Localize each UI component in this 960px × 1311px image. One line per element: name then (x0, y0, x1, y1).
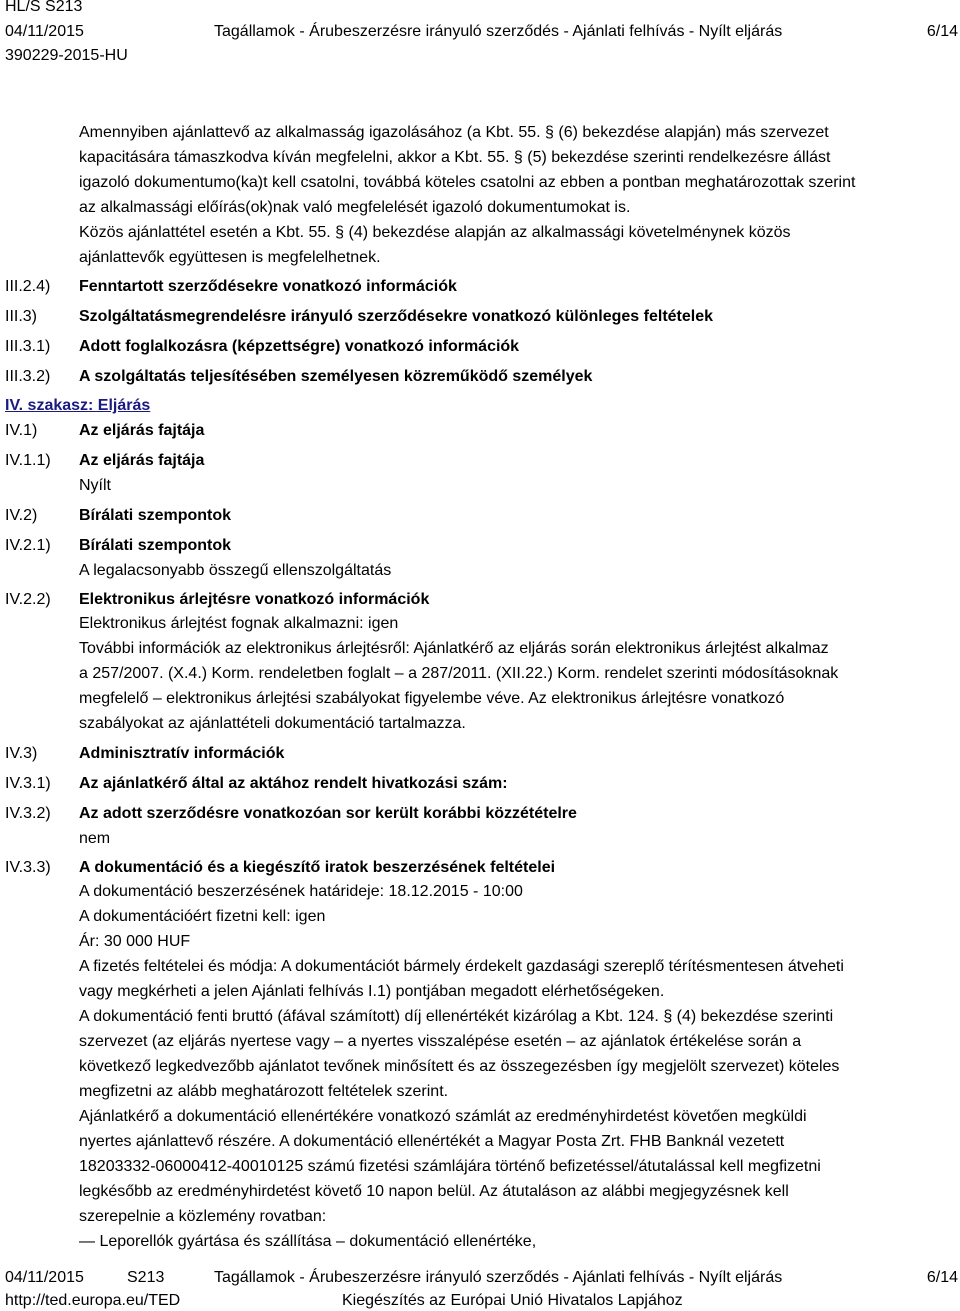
section-number: IV.1.1) (5, 452, 51, 469)
section-value: A legalacsonyabb összegű ellenszolgáltatás (79, 562, 392, 579)
body-line: vagy megkérheti a jelen Ajánlati felhívás I.1) pontjában megadott elérhetőségeken. (79, 983, 665, 1000)
body-line: 18203332-06000412-40010125 számú fizetési számlájára történő befizetéssel/átutalással kell megfizetni (79, 1158, 821, 1175)
body-line: A dokumentációért fizetni kell: igen (79, 908, 326, 925)
header-title: Tagállamok - Árubeszerzésre irányuló szerződés - Ajánlati felhívás - Nyílt eljárás (214, 23, 783, 40)
section-number: III.3) (5, 308, 38, 325)
section-number: IV.3.3) (5, 859, 51, 876)
header-page-number: 6/14 (926, 23, 958, 40)
intro-line: Közös ajánlattétel esetén a Kbt. 55. § (4) bekezdése alapján az alkalmassági követelménynek közös (79, 224, 791, 241)
section-value: Nyílt (79, 477, 111, 494)
intro-line: az alkalmassági előírás(ok)nak való megfelelését igazoló dokumentumokat is. (79, 199, 631, 216)
body-line: A dokumentáció beszerzésének határideje: 18.12.2015 - 10:00 (79, 883, 523, 900)
body-line: megfizetni az alább meghatározott feltételek szerint. (79, 1083, 449, 1100)
section-number: IV.3.2) (5, 805, 51, 822)
section-number: IV.3.1) (5, 775, 51, 792)
intro-line: ajánlattevők együttesen is megfelelhetnek. (79, 249, 381, 266)
section-number: III.2.4) (5, 278, 51, 295)
section-title: A szolgáltatás teljesítésében személyesen közreműködő személyek (79, 368, 593, 385)
body-line: Ár: 30 000 HUF (79, 933, 191, 950)
intro-line: kapacitására támaszkodva kíván megfelelni, akkor a Kbt. 55. § (5) bekezdése szerinti rendelkezésre állást (79, 149, 831, 166)
body-line: szabályokat az ajánlattételi dokumentáció tartalmazza. (79, 715, 466, 732)
footer-url[interactable]: http://ted.europa.eu/TED (5, 1292, 181, 1309)
body-line: szerepelnie a közlemény rovatban: (79, 1208, 327, 1225)
body-line: További információk az elektronikus árlejtésről: Ajánlatkérő az eljárás során elektronikus árlejtést alkalmaz (79, 640, 829, 657)
section-title: Elektronikus árlejtésre vonatkozó információk (79, 591, 430, 608)
section-title: Az eljárás fajtája (79, 452, 205, 469)
section-number: IV.1) (5, 422, 38, 439)
section-title: Bírálati szempontok (79, 537, 232, 554)
header-date: 04/11/2015 (5, 23, 84, 40)
intro-line: Amennyiben ajánlattevő az alkalmasság igazolásához (a Kbt. 55. § (6) bekezdése alapján) más szervezet (79, 124, 829, 141)
body-line: Ajánlatkérő a dokumentáció ellenértékére vonatkozó számlát az eredményhirdetést követően megküldi (79, 1108, 807, 1125)
header-code: HL/S S213 (5, 0, 83, 15)
section-number: III.3.2) (5, 368, 51, 385)
body-line: Elektronikus árlejtést fognak alkalmazni: igen (79, 615, 399, 632)
section-title: Az eljárás fajtája (79, 422, 205, 439)
footer-title: Tagállamok - Árubeszerzésre irányuló szerződés - Ajánlati felhívás - Nyílt eljárás (214, 1269, 783, 1286)
section-title: Az adott szerződésre vonatkozóan sor került korábbi közzétételre (79, 805, 577, 822)
body-line: nyertes ajánlattevő részére. A dokumentáció ellenértékét a Magyar Posta Zrt. FHB Banknál vezetett (79, 1133, 785, 1150)
section-number: IV.3) (5, 745, 38, 762)
body-line: A fizetés feltételei és módja: A dokumentációt bármely érdekelt gazdasági szereplő térítésmentesen átveheti (79, 958, 844, 975)
part-heading: IV. szakasz: Eljárás (5, 397, 151, 414)
intro-line: igazoló dokumentumo(ka)t kell csatolni, továbbá köteles csatolni az ebben a pontban meghatározottak szerint (79, 174, 856, 191)
section-title: A dokumentáció és a kiegészítő iratok beszerzésének feltételei (79, 859, 556, 876)
section-title: Az ajánlatkérő által az aktához rendelt hivatkozási szám: (79, 775, 508, 792)
footer-code: S213 (127, 1269, 165, 1286)
body-line: következő legkedvezőbb ajánlatot tevőnek minősített és az összegezésben így megjelölt szervezet) köteles (79, 1058, 840, 1075)
footer-subtitle: Kiegészítés az Európai Unió Hivatalos Lapjához (342, 1292, 683, 1309)
body-line: — Leporellók gyártása és szállítása – dokumentáció ellenértéke, (79, 1233, 537, 1250)
section-body (79, 611, 949, 736)
page-footer (5, 1262, 958, 1311)
body-line: A dokumentáció fenti bruttó (áfával számított) díj ellenértékét kizárólag a Kbt. 124. § (4) bekezdése szerinti (79, 1008, 834, 1025)
section-body (79, 879, 949, 1254)
header-reference: 390229-2015-HU (5, 47, 128, 64)
footer-date: 04/11/2015 (5, 1269, 84, 1286)
body-line: megfelelő – elektronikus árlejtési szabályokat figyelembe véve. Az elektronikus árlejtésre vonatkozó (79, 690, 785, 707)
body-line: legkésőbb az eredményhirdetést követő 10 napon belül. Az átutaláson az alábbi megjegyzésnek kell (79, 1183, 789, 1200)
section-value: nem (79, 830, 111, 847)
section-title: Adott foglalkozásra (képzettségre) vonatkozó információk (79, 338, 520, 355)
section-title: Adminisztratív információk (79, 745, 285, 762)
body-line: a 257/2007. (X.4.) Korm. rendeletben foglalt – a 287/2011. (XII.22.) Korm. rendelet szerinti módosításoknak (79, 665, 839, 682)
section-number: IV.2.2) (5, 591, 51, 608)
section-number: IV.2.1) (5, 537, 51, 554)
section-number: III.3.1) (5, 338, 51, 355)
intro-paragraph (79, 120, 949, 270)
section-title: Bírálati szempontok (79, 507, 232, 524)
footer-page-number: 6/14 (926, 1269, 958, 1286)
body-line: szervezet (az eljárás nyertese vagy – a nyertes visszalépése esetén – az ajánlatok értékelése során a (79, 1033, 802, 1050)
section-title: Fenntartott szerződésekre vonatkozó információk (79, 278, 457, 295)
section-title: Szolgáltatásmegrendelésre irányuló szerződésekre vonatkozó különleges feltételek (79, 308, 714, 325)
section-number: IV.2) (5, 507, 38, 524)
